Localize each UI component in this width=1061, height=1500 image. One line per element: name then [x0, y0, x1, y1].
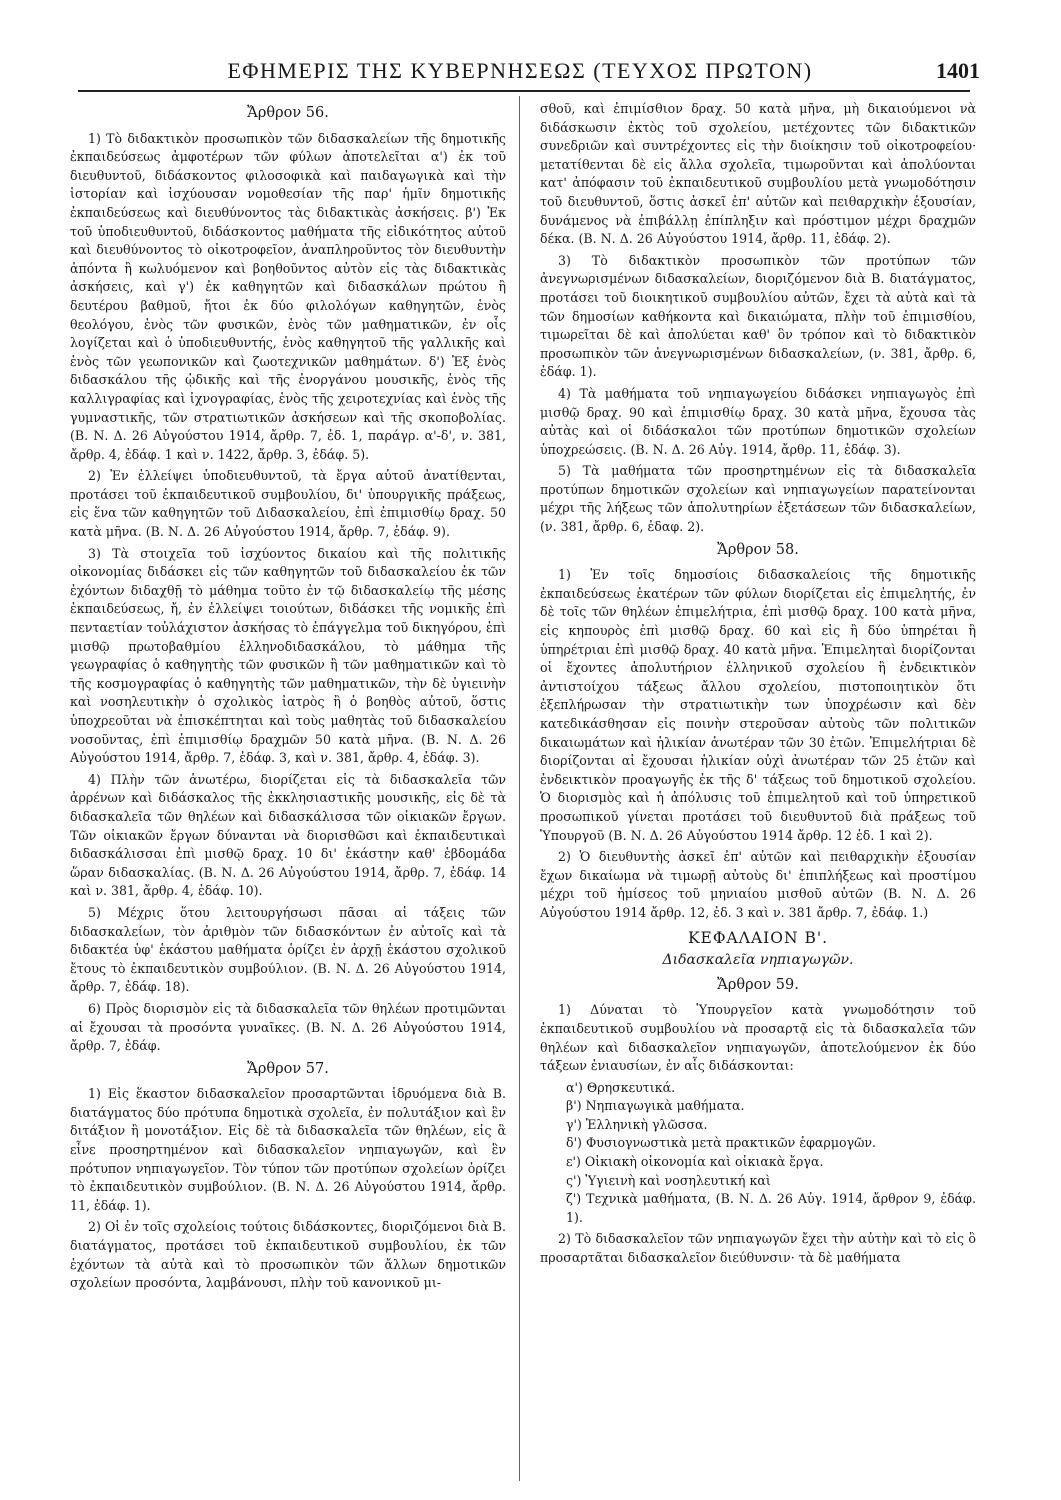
left-column [70, 100, 506, 1480]
list-item: δ') Φυσιογνωστικὰ μετὰ πρακτικῶν ἐφαρμογῶν. [566, 1135, 877, 1151]
right-column [540, 100, 976, 1480]
list-item: ζ') Τεχνικὰ μαθήματα, (Β. Ν. Δ. 26 Αὐγ. 1914, ἄρθρον 9, ἐδάφ. 1). [566, 1191, 976, 1225]
list-item: β') Νηπιαγωγικὰ μαθήματα. [566, 1098, 745, 1114]
gazette-title: ΕΦΗΜΕΡΙΣ ΤΗΣ ΚΥΒΕΡΝΗΣΕΩΣ (ΤΕΥΧΟΣ ΠΡΩΤΟΝ) [227, 58, 813, 83]
article-56-paragraph-5: 5) Μέχρις ὅτου λειτουργήσωσι πᾶσαι αἱ τάξεις τῶν διδασκαλείων, τὸν ἀριθμὸν τῶν διδασκόντων ἐν αὐτοῖς καὶ τὰ διδακτέα ὑφ' ἑκάστου μαθήματα ὁρίζει ἐν ἀρχῇ ἑκάστου σχολικοῦ ἔτους τὸ ἐκπαιδευτικὸν συμβούλιον. (Β. Ν. Δ. 26 Αὐγούστου 1914, ἄρθρ. 7, ἐδάφ. 18). [70, 904, 506, 995]
article-57-paragraph-1: 1) Εἰς ἕκαστον διδασκαλεῖον προσαρτῶνται ἱδρυόμενα διὰ Β. διατάγματος δύο πρότυπα δημοτικὰ σχολεῖα, ἐν πολυτάξιον καὶ ἓν διτάξιον ἢ μονοτάξιον. Εἰς δὲ τὰ διδασκαλεῖα τῶν θηλέων, εἰς ἃ εἶνε προσηρτημένον καὶ διδασκαλεῖον νηπιαγωγῶν, καὶ ἓν πρότυπον νηπιαγωγεῖον. Τὸν τύπον τῶν προτύπων σχολείων ὁρίζει τὸ ἐκπαιδευτικὸν συμβούλιον. (Β. Ν. Δ. 26 Αὐγούστου 1914, ἄρθρ. 11, ἐδάφ. 1). [70, 1086, 506, 1213]
article-57-paragraph-5: 5) Τὰ μαθήματα τῶν προσηρτημένων εἰς τὰ διδασκαλεῖα προτύπων δημοτικῶν σχολείων καὶ νηπιαγωγείων παρατείνονται μέχρι τῆς λήξεως τῶν ἀπολυτηρίων ἐξετάσεων τῶν διδασκαλείων, (ν. 381, ἄρθρ. 6, ἐδαφ. 2). [540, 463, 976, 535]
article-56-paragraph-1: 1) Τὸ διδακτικὸν προσωπικὸν τῶν διδασκαλείων τῆς δημοτικῆς ἐκπαιδεύσεως ἀμφοτέρων τῶν φύλων ἀποτελεῖται α') ἐκ τοῦ διευθυντοῦ, διδάσκοντος φιλοσοφικὰ καὶ παιδαγωγικὰ καὶ τὴν ἱστορίαν καὶ ἰσχύουσαν νομοθεσίαν τῆς παρ' ἡμῖν δημοτικῆς ἐκπαιδεύσεως καὶ διευθύνοντος τὰς διδακτικὰς ἀσκήσεις. β') Ἐκ τοῦ ὑποδιευθυντοῦ, διδάσκοντος μαθήματα τῆς εἰδικότητος αὐτοῦ καὶ διευθύνοντος τὸ οἰκοτροφεῖον, ἀναπληροῦντος τὸν διευθυντὴν ἀπόντα ἢ κωλυόμενον καὶ βοηθοῦντος αὐτὸν εἰς τὰς διδακτικὰς ἀσκήσεις, καὶ γ') ἐκ καθηγητῶν καὶ διδασκάλων πρώτου ἢ δευτέρου βαθμοῦ, ἤτοι ἐκ δύο φιλολόγων καθηγητῶν, ἑνὸς θεολόγου, ἑνὸς τῶν φυσικῶν, ἑνὸς τῶν μαθηματικῶν, ἐν οἷς λογίζεται καὶ ὁ ὑποδιευθυντής, ἑνὸς καθηγητοῦ τῆς γαλλικῆς καὶ ἑνὸς τῶν γεωπονικῶν καὶ ζωοτεχνικῶν μαθημάτων. δ') Ἐξ ἑνὸς διδασκάλου τῆς ᾠδικῆς καὶ τῆς ἐνοργάνου μουσικῆς, ἑνὸς τῆς καλλιγραφίας καὶ ἰχνογραφίας, ἑνὸς τῆς χειροτεχνίας καὶ ἑνὸς τῆς γυμναστικῆς, τῶν στρατιωτικῶν ἀσκήσεων καὶ τῆς σκοποβολίας. (Β. Ν. Δ. 26 Αὐγούστου 1914, ἄρθρ. 7, ἐδ. 1, παράγρ. α'-δ', ν. 381, ἄρθρ. 4, ἐδάφ. 1 καὶ ν. 1422, ἄρθρ. 3, ἐδάφ. 5). [70, 130, 506, 462]
page-number: 1401 [936, 58, 980, 83]
article-58-paragraph-1: 1) Ἐν τοῖς δημοσίοις διδασκαλείοις τῆς δημοτικῆς ἐκπαιδεύσεως ἑκατέρων τῶν φύλων διορίζεται εἰς ἐπιμελητής, ἐν δὲ τοῖς τῶν θηλέων ἐπιμελήτρια, ἐπὶ μισθῷ δραχ. 100 κατὰ μῆνα, εἰς κηπουρὸς ἐπὶ μισθῷ δραχ. 60 καὶ εἰς ἢ δύο ὑπηρέται ἢ ὑπηρέτριαι ἐπὶ μισθῷ δραχ. 40 κατὰ μῆνα. Ἐπιμεληταὶ διορίζονται οἱ ἔχοντες ἀπολυτήριον ἑλληνικοῦ σχολείου ἢ ἐνδεικτικὸν ἀντιστοίχου τάξεως ἄλλου σχολείου, πιστοποιητικὸν ὅτι ἐξεπλήρωσαν τὴν στρατιωτικὴν των ὑποχρέωσιν καὶ δὲν κατεδικάσθησαν εἰς ποινὴν στεροῦσαν αὐτοὺς τῶν πολιτικῶν δικαιωμάτων καὶ ἡλικίαν ἀνωτέραν τῶν 30 ἐτῶν. Ἐπιμελήτριαι δὲ διορίζονται αἱ ἔχουσαι ἡλικίαν οὐχὶ ἀνωτέραν τῶν 25 ἐτῶν καὶ ἐνδεικτικὸν προαγωγῆς ἐκ τῆς δ' τάξεως τοῦ δημοτικοῦ σχολείου. Ὁ διορισμὸς καὶ ἡ ἀπόλυσις τοῦ ἐπιμελητοῦ καὶ τοῦ ὑπηρετικοῦ προσωπικοῦ γίνεται προτάσει τοῦ διευθυντοῦ διὰ πράξεως τοῦ Ὑπουργοῦ (Β. Ν. Δ. 26 Αὐγούστου 1914 ἄρθρ. 12 ἐδ. 1 καὶ 2). [540, 567, 976, 843]
article-57-heading: Ἄρθρον 57. [247, 1060, 329, 1077]
article-56-paragraph-4: 4) Πλὴν τῶν ἀνωτέρω, διορίζεται εἰς τὰ διδασκαλεῖα τῶν ἀρρένων καὶ διδάσκαλος τῆς ἐκκλησιαστικῆς μουσικῆς, εἰς δὲ τὰ διδασκαλεῖα τῶν θηλέων καὶ διδασκάλισσα τῶν οἰκιακῶν ἔργων. Τῶν οἰκιακῶν ἔργων δύνανται νὰ διορισθῶσι καὶ ἐκπαιδευτικαὶ διδασκάλισσαι ἐπὶ μισθῷ δραχ. 10 δι' ἑκάστην καθ' ἑβδομάδα ὥραν διδασκαλίας. (Β. Ν. Δ. 26 Αὐγούστου 1914, ἄρθρ. 7, ἐδάφ. 14 καὶ ν. 381, ἄρθρ. 4, ἐδάφ. 10). [70, 771, 506, 899]
article-59-paragraph-2: 2) Τὸ διδασκαλεῖον τῶν νηπιαγωγῶν ἔχει τὴν αὐτὴν καὶ τὸ εἰς ὃ προσαρτᾶται διδασκαλεῖον διεύθυνσιν· τὰ δὲ μαθήματα [540, 1231, 976, 1266]
article-58-heading: Ἄρθρον 58. [717, 541, 799, 558]
list-item: ς') Ὑγιεινὴ καὶ νοσηλευτική καὶ [566, 1172, 771, 1188]
article-59-subject-list [566, 1079, 976, 1228]
article-56-paragraph-3: 3) Τὰ στοιχεῖα τοῦ ἰσχύοντος δικαίου καὶ τῆς πολιτικῆς οἰκονομίας διδάσκει εἰς τῶν καθηγητῶν τοῦ διδασκαλείου ἐκ τῶν ἐχόντων διδαχθῇ τὸ μάθημα τοῦτο ἐν τῷ διδασκαλείῳ τῆς μέσης ἐκπαιδεύσεως, ἤ, ἐν ἐλλείψει τοιούτων, διδάσκει τῆς νομικῆς ἐπὶ πενταετίαν τοὐλάχιστον ἀσκήσας τὸ ἐπάγγελμα τοῦ δικηγόρου, ἐπὶ μισθῷ πρωτοβαθμίου ἑλληνοδιδασκάλου, τὸ μάθημα τῆς γεωγραφίας ὁ καθηγητὴς τῶν φυσικῶν ἢ τῶν μαθηματικῶν καὶ τὸ τῆς κοσμογραφίας ὁ καθηγητὴς τῶν μαθηματικῶν, τὴν δὲ ὑγιεινὴν καὶ νοσηλευτικὴν ὁ σχολικὸς ἰατρὸς ἢ ὁ βοηθὸς αὐτοῦ, ὅστις ὑποχρεοῦται νὰ ἐπισκέπτηται καὶ τοὺς μαθητὰς τοῦ διδασκαλείου νοσοῦντας, ἐπὶ ἐπιμισθίῳ δραχμῶν 50 κατὰ μῆνα. (Β. Ν. Δ. 26 Αὐγούστου 1914, ἄρθρ. 7, ἐδάφ. 3, καὶ ν. 381, ἄρθρ. 4, ἐδάφ. 3). [70, 545, 506, 766]
list-item: γ') Ἑλληνικὴ γλῶσσα. [566, 1116, 708, 1132]
article-56-paragraph-2: 2) Ἐν ἐλλείψει ὑποδιευθυντοῦ, τὰ ἔργα αὐτοῦ ἀνατίθενται, προτάσει τοῦ ἐκπαιδευτικοῦ συμβουλίου, δι' ὑπουργικῆς πράξεως, εἰς ἕνα τῶν καθηγητῶν τοῦ Διδασκαλείου, ἐπὶ ἐπιμισθίῳ δραχ. 50 κατὰ μῆνα. (Β. Ν. Δ. 26 Αὐγούστου 1914, ἄρθρ. 7, ἐδάφ. 9). [70, 468, 506, 540]
header-rule [78, 90, 970, 92]
article-58-paragraph-2: 2) Ὁ διευθυντὴς ἀσκεῖ ἐπ' αὐτῶν καὶ πειθαρχικὴν ἐξουσίαν ἔχων δικαίωμα νὰ τιμωρῇ αὐτοὺς δι' ἐπιπλήξεως καὶ προστίμου μέχρι τοῦ ἡμίσεος τοῦ μηνιαίου μισθοῦ αὐτῶν (Β. Ν. Δ. 26 Αὐγούστου 1914 ἄρθρ. 12, ἐδ. 3 καὶ ν. 381 ἄρθρ. 7, ἐδάφ. 1.) [540, 849, 976, 920]
article-56-paragraph-6: 6) Πρὸς διορισμὸν εἰς τὰ διδασκαλεῖα τῶν θηλέων προτιμῶνται αἱ ἔχουσαι τὰ προσόντα γυναῖκες. (Β. Ν. Δ. 26 Αὐγούστου 1914, ἄρθρ. 7, ἐδάφ. [70, 1000, 506, 1054]
article-57-paragraph-2-continued: σθοῦ, καὶ ἐπιμίσθιον δραχ. 50 κατὰ μῆνα, μὴ δικαιούμενοι νὰ διδάσκωσιν ἐκτὸς τοῦ σχολείου, μετέχοντες τῶν διδακτικῶν συνεδριῶν καὶ συντρέχοντες εἰς τὴν διοίκησιν τοῦ οἰκοτροφείου· μετατίθενται δὲ εἰς ἄλλα σχολεῖα, τιμωροῦνται καὶ ἀπολύονται κατ' ἀπόφασιν τοῦ ἐκπαιδευτικοῦ συμβουλίου μετὰ γνωμοδότησιν τοῦ διευθυντοῦ, ὅστις ἀσκεῖ ἐπ' αὐτῶν καὶ πειθαρχικὴν ἐξουσίαν, δυνάμενος νὰ ἐπιβάλλῃ ἐπίπληξιν καὶ πρόστιμον μέχρι δραχμῶν δέκα. (Β. Ν. Δ. 26 Αὐγούστου 1914, ἄρθρ. 11, ἐδάφ. 2). [540, 101, 976, 247]
chapter-subtitle: Διδασκαλεῖα νηπιαγωγῶν. [662, 952, 854, 969]
article-59-paragraph-1: 1) Δύναται τὸ Ὑπουργεῖον κατὰ γνωμοδότησιν τοῦ ἐκπαιδευτικοῦ συμβουλίου νὰ προσαρτᾷ εἰς τὰ διδασκαλεῖα τῶν θηλέων καὶ διδασκαλεῖον νηπιαγωγῶν, ἀποτελούμενον ἐκ δύο τάξεων ἐνιαυσίων, ἐν αἷς διδάσκονται: [540, 1002, 976, 1074]
column-divider [519, 96, 520, 1481]
list-item: α') Θρησκευτικά. [566, 1079, 676, 1095]
list-item: ε') Οἰκιακὴ οἰκονομία καὶ οἰκιακὰ ἔργα. [566, 1154, 824, 1170]
article-56-heading: Ἄρθρον 56. [247, 105, 329, 121]
article-57-paragraph-2: 2) Οἱ ἐν τοῖς σχολείοις τούτοις διδάσκοντες, διοριζόμενοι διὰ Β. διατάγματος, προτάσει τοῦ ἐκπαιδευτικοῦ συμβουλίου, ἐκ τῶν ἐχόντων τὰ αὐτὰ καὶ τὸ προσωπικὸν τῶν ἄλλων δημοτικῶν σχολείων προσόντα, λαμβάνουσι, πλὴν τοῦ κανονικοῦ μι- [70, 1219, 506, 1291]
chapter-heading: ΚΕΦΑΛΑΙΟΝ Β'. [687, 928, 829, 947]
article-59-heading: Ἄρθρον 59. [717, 976, 799, 993]
article-57-paragraph-3: 3) Τὸ διδακτικὸν προσωπικὸν τῶν προτύπων τῶν ἀνεγνωρισμένων διδασκαλείων, διοριζόμενον διὰ Β. διατάγματος, προτάσει τοῦ διοικητικοῦ συμβουλίου αὐτῶν, ἔχει τὰ αὐτὰ καὶ τὰ τῶν δημοσίων καθήκοντα καὶ δικαιώματα, πλὴν τοῦ ἐπιμισθίου, τιμωρεῖται δὲ καὶ ἀπολύεται καθ' ὃν τρόπον καὶ τὸ διδακτικὸν προσωπικὸν τῶν ἀνεγνωρισμένων διδασκαλείων, (ν. 381, ἄρθρ. 6, ἐδάφ. 1). [540, 252, 976, 380]
page-header [60, 52, 980, 92]
article-57-paragraph-4: 4) Τὰ μαθήματα τοῦ νηπιαγωγείου διδάσκει νηπιαγωγὸς ἐπὶ μισθῷ δραχ. 90 καὶ ἐπιμισθίῳ δραχ. 30 κατὰ μῆνα, ἔχουσα τὰς αὐτὰς καὶ οἱ διδάσκαλοι τῶν προτύπων δημοτικῶν σχολείων ὑποχρεώσεις. (Β. Ν. Δ. 26 Αὐγ. 1914, ἄρθρ. 11, ἐδάφ. 3). [540, 385, 976, 457]
